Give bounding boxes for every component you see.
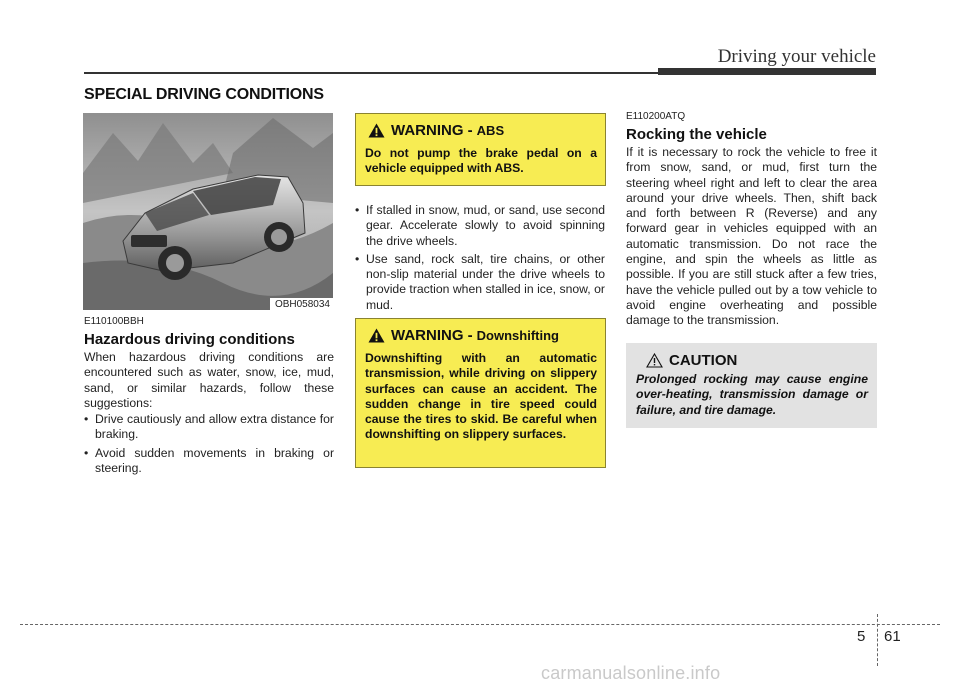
page-number: 61 (884, 628, 901, 645)
warning-abs-body: Do not pump the brake pedal on a vehicle equipped with ABS. (365, 146, 597, 176)
warning-abs-heading (368, 122, 504, 139)
car-illustration-drawing (83, 113, 333, 310)
page-chapter: 5 (857, 628, 866, 645)
warning-abs-word: WARNING - (391, 122, 473, 139)
warning-downshift-heading (368, 327, 559, 344)
caution-box (626, 343, 877, 428)
caution-triangle-icon (646, 353, 663, 368)
warning-downshift-subject: Downshifting (476, 328, 559, 343)
header-tab (658, 68, 876, 75)
hazardous-intro: When hazardous driving conditions are encountered such as water, snow, ice, mud, sand, or similar hazards, follow these suggestions: (84, 350, 334, 410)
section-title: SPECIAL DRIVING CONDITIONS (84, 86, 324, 103)
rocking-body: If it is necessary to rock the vehicle to free it from snow, sand, or mud, first turn the steering wheel right and left to clear the area around your drive wheels. Then, shift back and forth between R (Reverse) and any forward gear in vehicles equipped with an automatic transmission. Do not race the engine, and spin the wheels as little as possible. If you are still stuck after a few tries, have the vehicle pulled out by a tow vehicle to avoid engine overheating and possible damage to the transmission. (626, 145, 877, 328)
watermark: carmanualsonline.info (541, 663, 721, 683)
warning-triangle-icon (368, 123, 385, 138)
warning-downshift-word: WARNING - (391, 327, 473, 344)
list-item: • Use sand, rock salt, tire chains, or other non-slip material under the drive wheels to provide traction when stalled in ice, snow, or mud. (355, 252, 605, 313)
warning-triangle-icon (368, 328, 385, 343)
warning-downshift-box (355, 318, 606, 468)
footer-rule (20, 624, 940, 625)
rocking-code: E110200ATQ (626, 111, 686, 122)
list-item: • Drive cautiously and allow extra distance for braking. (84, 412, 334, 443)
caution-body: Prolonged rocking may cause engine over-heating, transmission damage or failure, and tire damage. (636, 372, 868, 417)
caution-word: CAUTION (669, 352, 738, 369)
rocking-title: Rocking the vehicle (626, 126, 767, 143)
middle-bullets (355, 203, 605, 316)
caution-heading (646, 352, 737, 369)
warning-abs-box (355, 113, 606, 186)
photo-code: OBH058034 (270, 298, 333, 310)
hazardous-bullets (84, 412, 334, 479)
warning-downshift-body: Downshifting with an automatic transmission, while driving on slippery surfaces can cause an accident. The sudden change in tire speed could cause the tires to skid. Be careful when downshifting on slippery surfaces. (365, 351, 597, 442)
warning-abs-subject: ABS (476, 123, 505, 138)
list-item: • If stalled in snow, mud, or sand, use second gear. Accelerate slowly to avoid spinning the drive wheels. (355, 203, 605, 249)
car-illustration (83, 113, 333, 310)
hazardous-title: Hazardous driving conditions (84, 331, 295, 348)
hazardous-code: E110100BBH (84, 316, 144, 327)
list-item: • Avoid sudden movements in braking or steering. (84, 446, 334, 477)
header-title: Driving your vehicle (717, 46, 876, 67)
footer-divider (877, 614, 878, 666)
